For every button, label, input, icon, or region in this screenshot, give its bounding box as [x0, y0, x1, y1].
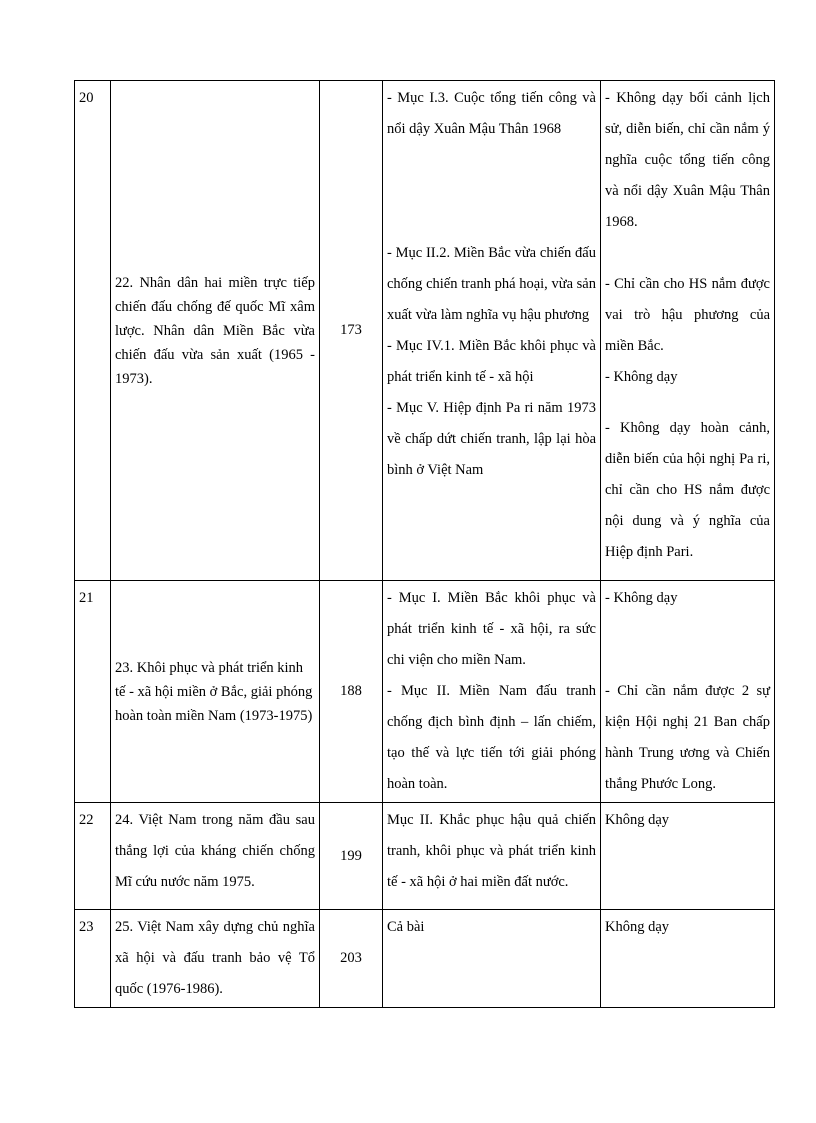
section-item: Cả bài	[387, 919, 425, 935]
section-item: - Mục I.3. Cuộc tổng tiến công và nổi dậy Xuân Mậu Thân 1968	[387, 90, 596, 137]
page-number: 173	[320, 81, 383, 581]
note-cell	[601, 81, 775, 581]
note-item: - Không dạy	[605, 369, 678, 385]
table-row	[75, 910, 775, 1008]
note-item: - Không dạy bối cảnh lịch sử, diễn biến, chỉ cần nắm ý nghĩa cuộc tổng tiến công và nổi dậy Xuân Mậu Thân 1968.	[605, 90, 770, 230]
section-cell	[383, 581, 601, 803]
curriculum-table	[74, 80, 775, 1008]
table-row	[75, 803, 775, 910]
note-cell	[601, 581, 775, 803]
note-cell	[601, 910, 775, 1008]
section-item: - Mục I. Miền Bắc khôi phục và phát triển kinh tế - xã hội, ra sức chi viện cho miền Nam.	[387, 590, 596, 668]
page-number: 203	[320, 910, 383, 1008]
note-item: - Chỉ cần nắm được 2 sự kiện Hội nghị 21 Ban chấp hành Trung ương và Chiến thắng Phước Long.	[605, 683, 770, 792]
section-item: - Mục IV.1. Miền Bắc khôi phục và phát triển kinh tế - xã hội	[387, 338, 596, 385]
lesson-title: 22. Nhân dân hai miền trực tiếp chiến đấu chống đế quốc Mĩ xâm lược. Nhân dân Miền Bắc vừa chiến đấu vừa sản xuất (1965 - 1973).	[111, 81, 320, 581]
section-item: - Mục V. Hiệp định Pa ri năm 1973 về chấp dứt chiến tranh, lập lại hòa bình ở Việt Nam	[387, 400, 596, 478]
note-item: - Chỉ cần cho HS nắm được vai trò hậu phương của miền Bắc.	[605, 276, 770, 354]
row-number: 22	[75, 803, 111, 910]
lesson-title: 24. Việt Nam trong năm đầu sau thắng lợi của kháng chiến chống Mĩ cứu nước năm 1975.	[111, 803, 320, 910]
section-cell	[383, 910, 601, 1008]
row-number: 23	[75, 910, 111, 1008]
table-row	[75, 81, 775, 581]
note-item: Không dạy	[605, 812, 670, 828]
row-number: 20	[75, 81, 111, 581]
section-item: Mục II. Khắc phục hậu quả chiến tranh, khôi phục và phát triển kinh tế - xã hội ở hai miền đất nước.	[387, 812, 596, 890]
note-item: - Không dạy	[605, 590, 678, 606]
section-item: - Mục II. Miền Nam đấu tranh chống địch bình định – lấn chiếm, tạo thế và lực tiến tới giải phóng hoàn toàn.	[387, 683, 596, 792]
page-number: 199	[320, 803, 383, 910]
note-item: - Không dạy hoàn cảnh, diễn biến của hội nghị Pa ri, chỉ cần cho HS nắm được nội dung và ý nghĩa của Hiệp định Pari.	[605, 420, 770, 560]
note-item: Không dạy	[605, 919, 670, 935]
table-row	[75, 581, 775, 803]
section-cell	[383, 81, 601, 581]
lesson-title: 25. Việt Nam xây dựng chủ nghĩa xã hội và đấu tranh bảo vệ Tổ quốc (1976-1986).	[111, 910, 320, 1008]
section-item: - Mục II.2. Miền Bắc vừa chiến đấu chống chiến tranh phá hoại, vừa sản xuất vừa làm nghĩa vụ hậu phương	[387, 245, 596, 323]
note-cell	[601, 803, 775, 910]
row-number: 21	[75, 581, 111, 803]
section-cell	[383, 803, 601, 910]
lesson-title: 23. Khôi phục và phát triển kinh tế - xã hội miền ở Bắc, giải phóng hoàn toàn miền Nam (1973-1975)	[111, 581, 320, 803]
page-number: 188	[320, 581, 383, 803]
